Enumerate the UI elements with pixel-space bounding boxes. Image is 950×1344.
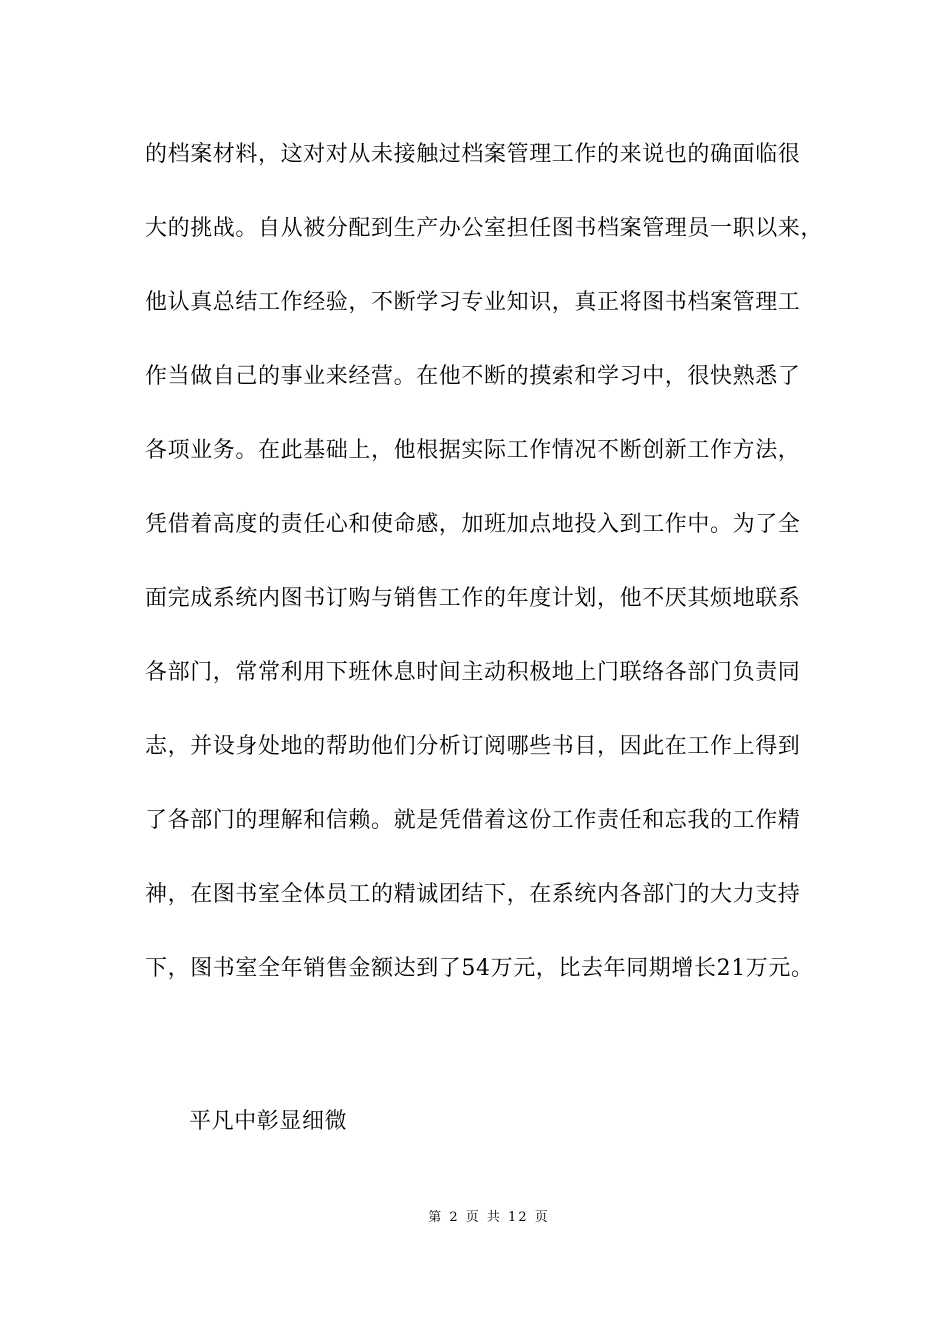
paragraph-line: 面完成系统内图书订购与销售工作的年度计划，他不厌其烦地联系	[145, 586, 801, 611]
page-footer: 第 2 页 共 12 页	[428, 1210, 550, 1225]
paragraph-line: 大的挑战。自从被分配到生产办公室担任图书档案管理员一职以来，	[145, 216, 824, 241]
paragraph-line: 各部门，常常利用下班休息时间主动积极地上门联络各部门负责同	[145, 660, 801, 685]
paragraph-line: 作当做自己的事业来经营。在他不断的摸索和学习中，很快熟悉了	[145, 364, 801, 389]
paragraph-line: 下，图书室全年销售金额达到了54万元，比去年同期增长21万元。	[145, 956, 814, 981]
section-heading: 平凡中彰显细微	[189, 1109, 348, 1134]
paragraph-line: 神，在图书室全体员工的精诚团结下，在系统内各部门的大力支持	[145, 882, 801, 907]
paragraph-line: 各项业务。在此基础上，他根据实际工作情况不断创新工作方法，	[145, 438, 801, 463]
paragraph-line: 志，并设身处地的帮助他们分析订阅哪些书目，因此在工作上得到	[145, 734, 801, 759]
paragraph-line: 的档案材料，这对对从未接触过档案管理工作的来说也的确面临很	[145, 142, 801, 167]
paragraph-line: 了各部门的理解和信赖。就是凭借着这份工作责任和忘我的工作精	[145, 808, 801, 833]
paragraph-line: 凭借着高度的责任心和使命感，加班加点地投入到工作中。为了全	[145, 512, 801, 537]
paragraph-line: 他认真总结工作经验，不断学习专业知识，真正将图书档案管理工	[145, 290, 801, 315]
